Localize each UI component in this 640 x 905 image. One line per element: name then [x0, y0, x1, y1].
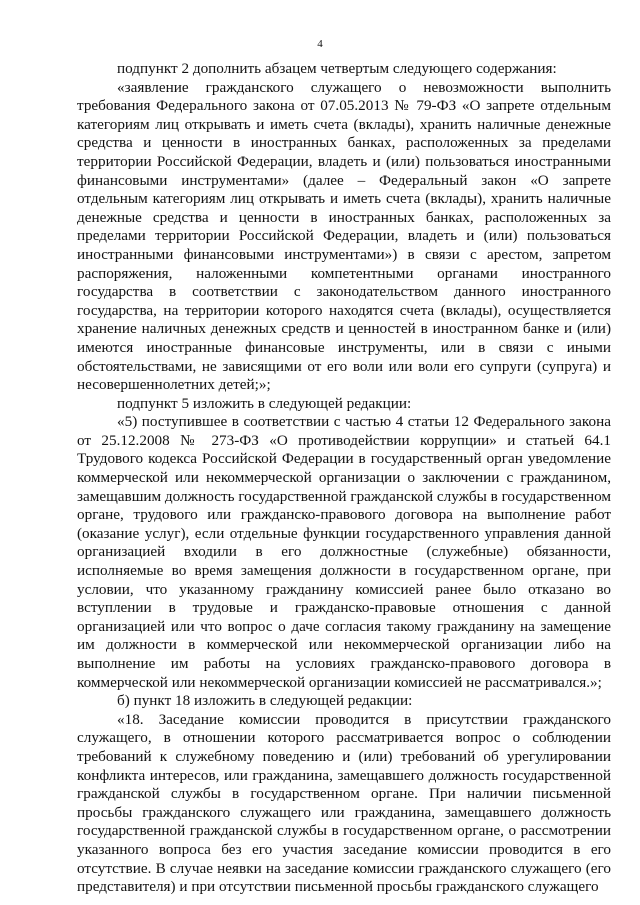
paragraph-point-18-intro: б) пункт 18 изложить в следующей редакции: — [117, 692, 413, 710]
paragraph-statement-inability: «заявление гражданского служащего о невозможности выполнить требования Федерального закона от 07.05.2013 № 79-ФЗ «О запрете отдельным категориям лиц открывать и иметь счета (вклады), хранить наличные денежные средства и ценности в иностранных банках, расположенных за пределами территории Российской Федерации, владеть и (или) пользоваться иностранными финансовыми инструментами» (далее – Федеральный закон «О запрете отдельным категориям лиц открывать и иметь счета (вклады), хранить наличные денежные средства и ценности в иностранных банках, расположенных за пределами территории Российской Федерации, владеть и (или) пользоваться иностранными финансовыми инструментами») в связи с арестом, запретом распоряжения, наложенными компетентными органами иностранного государства в соответствии с законодательством данного иностранного государства, на территории которого находятся счета (вклады), осуществляется хранение наличных денежных средств и ценностей в иностранном банке и (или) имеются иностранные финансовые инструменты, или в связи с иными обстоятельствами, не зависящими от его воли или воли его супруги (супруга) и несовершеннолетних детей;»; — [77, 78, 611, 394]
paragraph-point-18-text: «18. Заседание комиссии проводится в присутствии гражданского служащего, в отношении которого рассматривается вопрос о соблюдении требований к служебному поведению и (или) требований об урегулировании конфликта интересов, или гражданина, замещавшего должность государственной гражданской службы в государственном органе. При наличии письменной просьбы гражданского служащего или гражданина, замещавшего должность государственной гражданской службы в государственном органе, о рассмотрении указанного вопроса без его участия заседание комиссии проводится в его отсутствие. В случае неявки на заседание комиссии гражданского служащего (его представителя) и при отсутствии письменной просьбы гражданского служащего — [77, 710, 611, 896]
paragraph-subpoint-2-intro: подпункт 2 дополнить абзацем четвертым следующего содержания: — [117, 60, 557, 77]
paragraph-subpoint-5-intro: подпункт 5 изложить в следующей редакции: — [117, 394, 412, 412]
document-body — [77, 60, 611, 897]
paragraph-subpoint-5-text: «5) поступившее в соответствии с частью 4 статьи 12 Федерального закона от 25.12.2008 № 273-ФЗ «О противодействии коррупции» и статьей 64.1 Трудового кодекса Российской Федерации в государственный орган уведомление коммерческой или некоммерческой организации о заключении с гражданином, замещавшим должность государственной гражданской службы в государственном органе, трудового или гражданско-правового договора на выполнение работ (оказание услуг), если отдельные функции государственного управления данной организацией входили в его должностные (служебные) обязанности, исполняемые во время замещения должности в государственном органе, при условии, что указанному гражданину комиссией ранее было отказано во вступлении в трудовые и гражданско-правовые отношения с данной организацией или что вопрос о даче согласия такому гражданину на замещение им должности в коммерческой или некоммерческой организации либо на выполнение им работы на условиях гражданско-правового договора в коммерческой или некоммерческой организации комиссией не рассматривался.»; — [77, 413, 612, 691]
page-number: 4 — [317, 38, 323, 50]
